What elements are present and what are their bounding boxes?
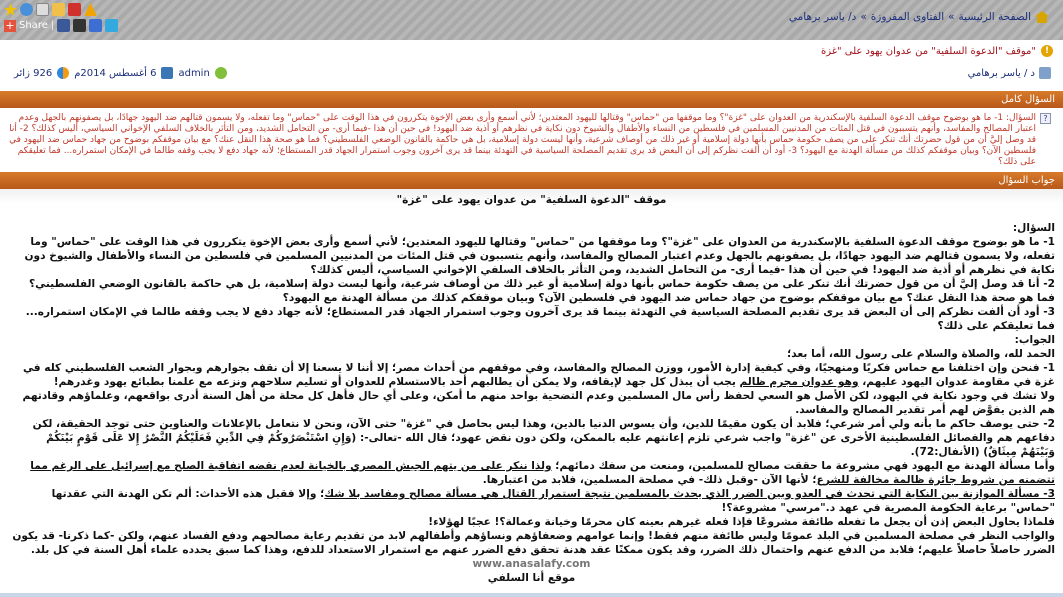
top-header [0,0,1063,40]
report-icon[interactable] [84,3,97,16]
answer-3: 3- مسألة الموازنة بين النكاية التي تحدث في العدو وبين الضرر الذي يحدث بالمسلمين نتيجة استمرار القتال هي مسألة مصالح ومفاسد بلا شك؛ وإلا فقبل هذه الأحداث: ألم تكن الهدنة التي عقدتها "حماس" برعاية الحكومة المصرية في عهد د."مرسي" مشروعة؟! [51,488,1055,514]
visit-count: 926 زائر [14,67,53,79]
question-2: 2- أنا قد وصل إليَّ أن من قول حضرتك أنك تنكر على من يصف حكومة حماس بأنها دولة إسلامية أو غير ذلك من أوصاف شرعية، وأنها ليست دولة إسلامية، بل هي حاكمة بالقانون الوضعي الفلسطيني؟ فما هو صحة هذا النقل عنك؟ مع بيان موقفكم بوضوح من جهاد حماس ضد اليهود في فلسطين الآن؟ وبيان موقفكم كذلك من مسألة الهدنة مع اليهود؟ [28,278,1055,304]
user-icon [215,67,227,79]
question-3: 3- أود أن ألفت نظركم إلى أن البعض قد يرى تقديم المصلحة السياسية في التهدئة بينما قد يرى آخرون وجوب استمرار الجهاد قدر المستطاع؛ لأنه جهاد دفع لا يجب وقفه طالما في الإمكان استمراره... فما تعليقكم على ذلك؟ [25,306,1055,332]
answer-intro: الحمد لله، والصلاة والسلام على رسول الله، أما بعد؛ [787,348,1055,360]
breadcrumb-author[interactable]: د/ ياسر برهامي [788,11,857,23]
answer-title: موقف "الدعوة السلفية" من عدوان يهود على "غزة" [396,194,667,206]
post-title: "موقف "الدعوة السلفية" من عدوان يهود على "غزة [821,45,1036,57]
answer-2b: وأما مسألة الهدنة مع اليهود فهي مشروعة ما حققت مصالح للمسلمين، ومنعت من سفك دمائهم؛ ولذا ننكر على من يتهم الجيش المصري بالخيانة لعدم نقضه اتفاقية الصلح مع إسرائيل على الرغم مما تتضمنه من شروط جائرة ظالمة مخالفة للشرع؛ لأنها الآن -وقبل ذلك- في مصلحة المسلمين، فلابد من اعتبارها. [30,460,1055,486]
share-plus-icon[interactable]: + [5,18,15,32]
toolbar: + Share | [4,3,118,32]
answer-section-header: جواب السؤال [0,172,1063,189]
answer-1b: ولا تشك في وجود نكاية في اليهود، لكن الأصل هو السعي لحفظ رأس مال المسلمين وعدم التضحية بواحد منهم ما أمكن، وعلى أي حال فأهل كل محلة من أهل السنة أدرى بواقعهم، وعلماؤهم وقادتهم هم الذين يفوَّض لهم أمر تقدير المصالح والمفاسد. [22,390,1055,416]
pen-icon [1039,67,1051,79]
author-link[interactable]: د / ياسر برهامي [967,67,1035,79]
save-icon[interactable] [52,3,65,16]
user-link[interactable]: admin [178,67,210,79]
question-label: السؤال: [1012,222,1055,234]
breadcrumb-separator: » [948,11,955,23]
question-icon: ? [1040,113,1051,124]
visits-icon [57,67,69,79]
site-name: موقع أنا السلفي [487,572,576,584]
question-section-header: السؤال كامل [0,91,1063,108]
calendar-icon [161,67,173,79]
star-icon[interactable] [4,3,17,16]
share-button[interactable]: Share [19,20,48,31]
post-meta [0,65,1063,81]
answer-2: 2- حتى يوصف حاكم ما بأنه ولي أمر شرعي؛ فلابد أن يكون مقيمًا للدين، وأن يسوس الدنيا بالدين، وهذا ليس بحاصل في "غزة" حتى الآن، ونحن لا نتعامل بالإعلانات والعناوين حتى توجد الحقيقة، لكن دفاعهم هم والفصائل الفلسطينية الأخرى عن "غزة" واجب شرعي تلزم إعانتهم عليه بالممكن، ولكن دون نقض عهود؛ قال الله -تعالى-: (وَإِنِ اسْتَنْصَرُوكُمْ فِي الدِّينِ فَعَلَيْكُمُ النَّصْرُ إِلا عَلَى قَوْمٍ بَيْنَكُمْ وَبَيْنَهُمْ مِيثَاقٌ) (الأنفال:72). [32,418,1055,458]
pdf-icon[interactable] [68,3,81,16]
print-icon[interactable] [36,3,49,16]
post-date: 6 أغسطس 2014م [74,67,157,79]
myspace-icon[interactable] [73,19,86,32]
footer-border [0,593,1063,597]
answer-3b: فلماذا يحاول البعض إذن أن يجعل ما تفعله طائفة مشروعًا فإذا فعله غيرهم بعينه كان محرمًا وخيانة وعمالة؟! عجبًا لهؤلاء! [428,516,1055,528]
breadcrumb-home[interactable]: الصفحة الرئيسية [958,11,1031,23]
answer-label: الجواب: [1014,334,1055,346]
question-text: السؤال: 1- ما هو بوضوح موقف الدعوة السلفية بالإسكندرية من العدوان على "غزة"؟ وما موقفها من "حماس" وقتالها لليهود المعتدين؛ لأني أسمع وأرى بعض الإخوة يتكررون في هذا الوقت على "حماس" وما تفعله، ولا يسمون قتالهم ضد اليهود جهادًا، بل يصفونهم بالجهل وعدم اعتبار المصالح والمفاسد، وأنهم يتسببون في قتل المئات من المدنيين المسلمين في فلسطين من النساء والأطفال والشيوخ دون نكاية في نظرهم أو أذية ضد اليهود! في حين أن هذا -فيما أرى- من التحامل الشديد، ومن التأثر بالخلاف السلفي الإخواني السياسي، أليس كذلك؟ 2- أنا قد وصل إليَّ أن من قول حضرتك أنك تنكر على من يصف حكومة حماس بأنها دولة إسلامية أو غير ذلك من أوصاف شرعية، وأنها ليست دولة إسلامية، بل هي حاكمة بالقانون الوضعي الفلسطيني؟ فما هو صحة هذا النقل عنك؟ مع بيان موقفكم بوضوح من جهاد حماس ضد اليهود في فلسطين الآن؟ وبيان موقفكم كذلك من مسألة الهدنة مع اليهود؟ 3- أود أن ألفت نظركم إلى أن البعض قد يرى تقديم المصلحة السياسية في التهدئة بينما قد يرى آخرون وجوب استمرار الجهاد قدر المستطاع؛ لأنه جهاد دفع لا يجب وقفه طالما في الإمكان استمراره... فما تعليقكم على ذلك؟ [9,113,1036,167]
answer-body [0,189,1063,593]
answer-1: 1- فنحن وإن اختلفنا مع حماس فكريًا ومنهجيًا، وفي كيفية إدارة الأمور، ووزن المصالح والمفاسد، وفي موقفهم من أحداث مصر؛ إلا أننا لا يسعنا إلا أن نقف بجوارهم وبجوار الشعب الفلسطيني كله في غزة في مقاومة عدوان اليهود عليهم، وهو عدوان مجرم ظالم يجب أن يبذل كل جهد لإيقافه، ولا يمكن أن يطالبهم أحد بالاستسلام للعدوان أو تسليم سلاحهم ونزعه مع علمنا بطبائع يهود وغدرهم! [22,362,1055,388]
breadcrumb-separator: » [860,11,867,23]
site-url[interactable]: www.anasalafy.com [472,558,591,570]
facebook-icon[interactable] [57,19,70,32]
answer-3c: والواجب النظر في مصلحة المسلمين في البلد عمومًا وليس طائفة منهم فقط! وإنما عوامهم وضعفاؤهم ونساؤهم وأطفالهم لابد من تقديم رعاية مصالحهم ودفع الفساد عنهم، ولكن -كما ذكرنا- قد يكون الضرر حاصلاً حاصلاً عليهم؛ فلابد من الدفع عنهم واحتمال ذلك الضرر، وقد يكون ممكنًا عقد هدنة تحقق دفع الضرر عنهم مع استمرار الاستعداد للدفع، وهذا كما سبق يحدده علماء أهل السنة في كل بلد. [12,530,1055,556]
question-full [0,108,1063,172]
breadcrumb-fatawa[interactable]: الفتاوى المفروزة [870,11,945,23]
post-title-row [10,43,1053,59]
google-icon[interactable] [89,19,102,32]
home-icon[interactable] [1035,11,1049,23]
twitter-icon[interactable] [105,19,118,32]
email-icon[interactable] [20,3,33,16]
breadcrumb [789,11,1049,23]
question-1: 1- ما هو بوضوح موقف الدعوة السلفية بالإسكندرية من العدوان على "غزة"؟ وما موقفها من "حماس" وقتالها لليهود المعتدين؛ لأني أسمع وأرى بعض الإخوة يتكررون في هذا الوقت على "حماس" وما تفعله، ولا يسمون قتالهم ضد اليهود جهادًا، بل يصفونهم بالجهل وعدم اعتبار المصالح والمفاسد، وأنهم يتسببون في قتل المئات من المدنيين المسلمين في فلسطين من النساء والأطفال والشيوخ دون نكاية في نظرهم أو أذية ضد اليهود! في حين أن هذا -فيما أرى- من التحامل الشديد، ومن التأثر بالخلاف السلفي الإخواني السياسي، أليس كذلك؟ [24,236,1055,276]
alert-icon: ! [1041,45,1053,57]
